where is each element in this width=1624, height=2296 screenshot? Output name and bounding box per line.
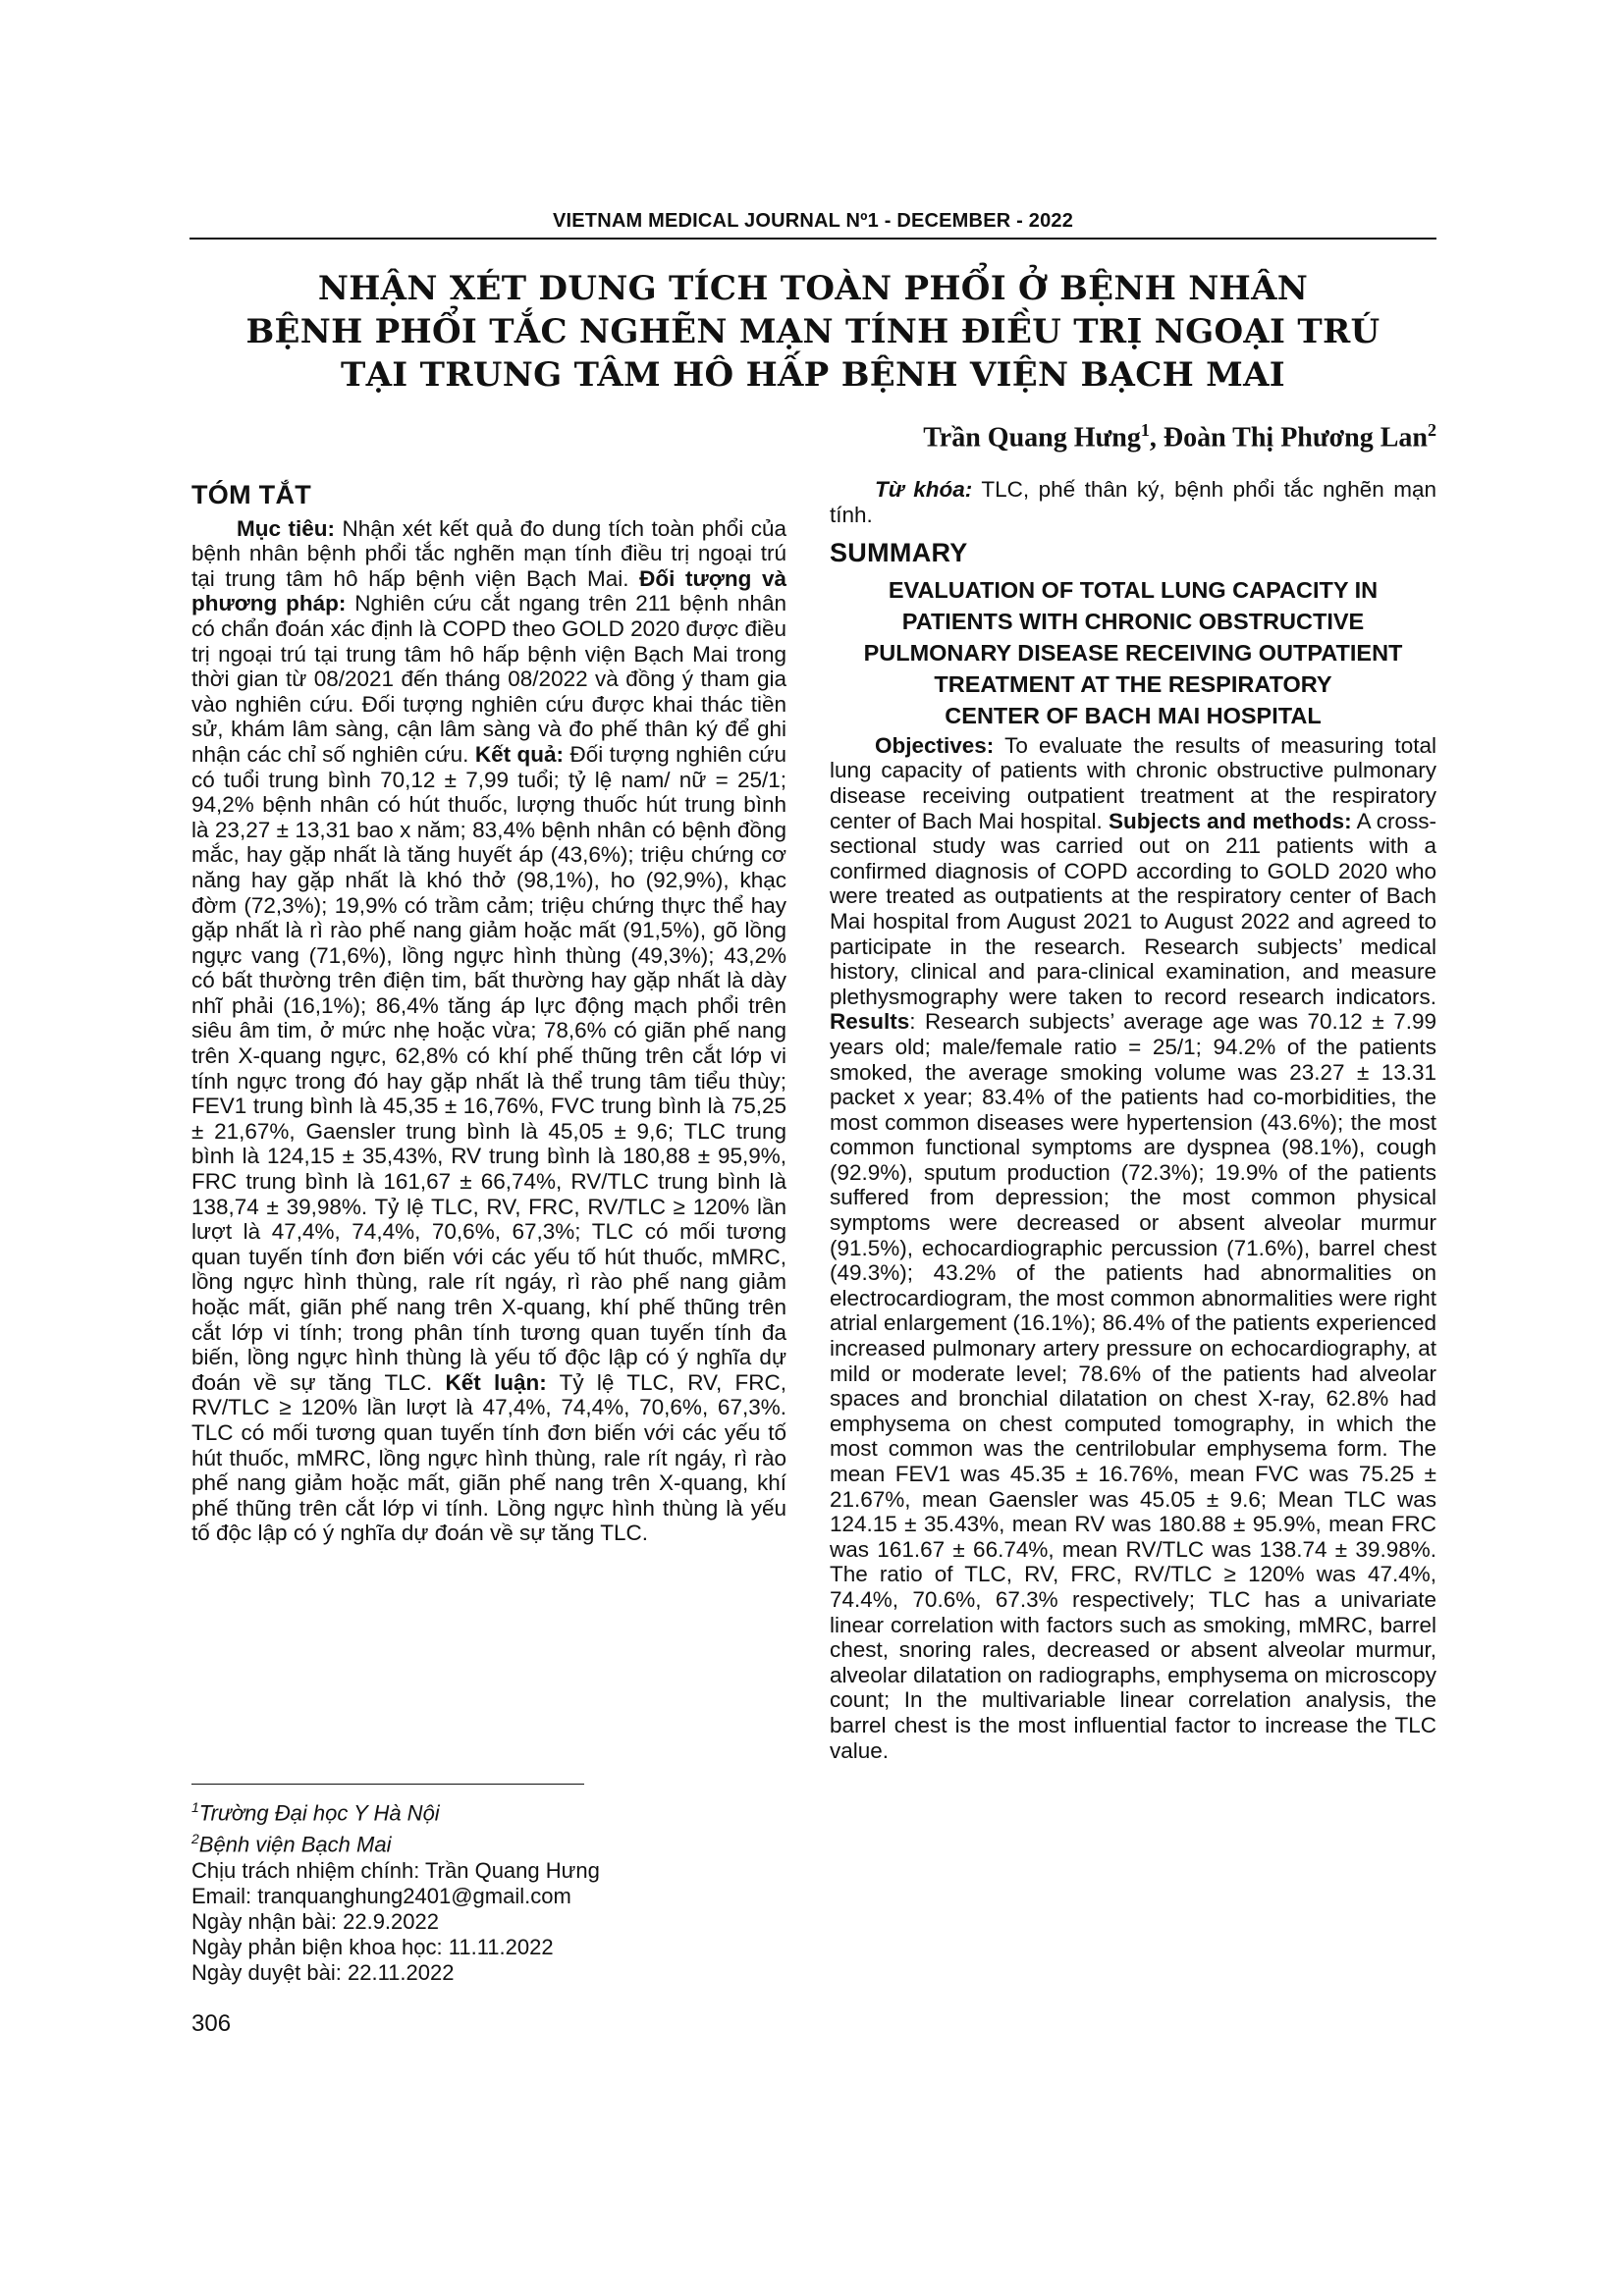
label-methods-en: Subjects and methods: [1109, 808, 1352, 833]
received-date: Ngày nhận bài: 22.9.2022 [191, 1908, 439, 1934]
author-separator: , [1149, 422, 1164, 454]
title-line: TẠI TRUNG TÂM HÔ HẤP BỆNH VIỆN BẠCH MAI [341, 355, 1285, 395]
text: : Research subjects’ average age was 70.12 ± 7.99 years old; male/female ratio = 25/1; 94.2% of the patients smoked, the average smoking volume was 23.27 ± 13.31 packet x year; 83.4% of the patients had co-morbidities, the most common diseases were hypertension (43.6%); the most common functional symptoms are dyspnea (98.1%), cough (92.9%), sputum production (72.3%); 19.9% of the patients suffered from depression; the most common physical symptoms were decreased or absent alveolar murmur (91.5%), echocardiographic percussion (71.6%), barrel chest (49.3%); 43.2% of the patients had abnormalities on electrocardiogram, the most common abnormalities were right atrial enlargement (16.1%); 86.4% of the patients experienced increased pulmonary artery pressure on echocardiography, at mild or moderate level; 78.6% of the patients had alveolar spaces and bronchial dilatation on chest X-ray, 62.8% had emphysema on chest computed tomography, in which the most common was the centrilobular emphysema form. The mean FEV1 was 45.35 ± 16.76%, mean FVC was 75.25 ± 21.67%, mean Gaensler was 45.05 ± 9.6; Mean TLC was 124.15 ± 35.43%, mean RV was 180.88 ± 95.9%, mean FRC was 161.67 ± 66.74%, mean RV/TLC was 138.74 ± 39.98%. The ratio of TLC, RV, FRC, RV/TLC ≥ 120% was 47.4%, 74.4%, 70.6%, 67.3% respectively; TLC has a univariate linear correlation with factors such as smoking, mMRC, barrel chest, snoring rales, decreased or absent alveolar murmur, alveolar dilatation on radiographs, emphysema on microscopy count; In the multivariable linear correlation analysis, the barrel chest is the most influential factor to increase the TLC value. [830, 1009, 1436, 1763]
text: Nghiên cứu cắt ngang trên 211 bệnh nhân có chẩn đoán xác định là COPD theo GOLD 2020 được điều trị ngoại trú tại trung tâm hô hấp bệnh viện Bạch Mai trong thời gian từ 08/2021 đến tháng 08/2022 và đồng ý tham gia vào nghiên cứu. Đối tượng nghiên cứu được khai thác tiền sử, khám lâm sàng, cận lâm sàng và đo phế thân ký để ghi nhận các chỉ số nghiên cứu. [191, 591, 786, 767]
vn-abstract-heading: TÓM TẮT [191, 480, 312, 509]
text: To evaluate the results of measuring total lung capacity of patients with chronic obstructive pulmonary disease receiving outpatient treatment at the respiratory center of Bach Mai hospital. [830, 732, 1436, 833]
footnotes [191, 1794, 786, 1986]
authors [687, 420, 1436, 454]
author-2-affiliation: 2 [1428, 420, 1436, 440]
author-2: Đoàn Thị Phương Lan [1163, 422, 1428, 454]
label-objectives-vn: Mục tiêu: [237, 515, 335, 541]
footnote-rule [191, 1784, 584, 1785]
label-results-vn: Kết quả: [474, 741, 565, 767]
keywords-label: Từ khóa: [875, 477, 973, 502]
right-column [830, 471, 1436, 1763]
label-results-en: Results [830, 1009, 910, 1035]
label-conclusion-vn: Kết luận: [445, 1369, 547, 1395]
english-title-line: PULMONARY DISEASE RECEIVING OUTPATIENT [863, 639, 1403, 666]
article-title [189, 267, 1436, 397]
responsible-author: Chịu trách nhiệm chính: Trần Quang Hưng [191, 1857, 600, 1883]
keywords [830, 477, 1436, 527]
left-column [191, 471, 786, 1546]
accepted-date: Ngày duyệt bài: 22.11.2022 [191, 1959, 455, 1985]
en-abstract-paragraph [830, 733, 1436, 1763]
text: A cross-sectional study was carried out on 211 patients with a confirmed diagnosis of COPD according to GOLD 2020 who were treated as outpatients at the respiratory center of Bach Mai hospital from August 2021 to August 2022 and agreed to participate in the research. Research subjects’ medical history, clinical and para-clinical examination, and measure plethysmography were taken to record research indicators. [830, 808, 1436, 1009]
affiliation-text: Bệnh viện Bạch Mai [198, 1832, 392, 1857]
affiliation-text: Trường Đại học Y Hà Nội [198, 1800, 440, 1826]
author-1-affiliation: 1 [1140, 420, 1150, 440]
page-number: 306 [191, 2010, 232, 2037]
author-1: Trần Quang Hưng [923, 422, 1141, 454]
english-title-line: TREATMENT AT THE RESPIRATORY [934, 670, 1332, 697]
keywords-text: TLC, phế thân ký, bệnh phổi tắc nghẽn mạn tính. [830, 477, 1436, 527]
text: Tỷ lệ TLC, RV, FRC, RV/TLC ≥ 120% lần lượt là 47,4%, 74,4%, 70,6%, 67,3%. TLC có mối tương quan tuyến tính đơn biến với các yếu tố hút thuốc, mMRC, lồng ngực hình thùng, rale rít ngáy, rì rào phế nang giảm hoặc mất, giãn phế nang trên X-quang, khí phế thũng trên cắt lớp vi tính. Lồng ngực hình thùng là yếu tố độc lập có ý nghĩa dự đoán về sự tăng TLC. [191, 1369, 786, 1546]
affiliation-1 [191, 1794, 786, 1826]
affiliation-number: 2 [191, 1831, 199, 1847]
english-title-line: CENTER OF BACH MAI HOSPITAL [945, 702, 1322, 728]
text: Đối tượng nghiên cứu có tuổi trung bình 70,12 ± 7,99 tuổi; tỷ lệ nam/ nữ = 25/1; 94,2% bệnh nhân có hút thuốc, lượng thuốc hút trung bình là 23,27 ± 13,31 bao x năm; 83,4% bệnh nhân có bệnh đồng mắc, hay gặp nhất là tăng huyết áp (43,6%); triệu chứng cơ năng hay gặp nhất là khó thở (98,1%), ho (92,9%), khạc đờm (72,3%); 19,9% có trầm cảm; triệu chứng thực thể hay gặp nhất là rì rào phế nang giảm hoặc mất (91,5%), gõ lồng ngực vang (71,6%), lồng ngực hình thùng (49,3%); 43,2% có bất thường trên điện tim, bất thường hay gặp nhất là dày nhĩ phải (16,1%); 86,4% tăng áp lực động mạch phổi trên siêu âm tim, ở mức nhẹ hoặc vừa; 78,6% có giãn phế nang trên X-quang ngực, 62,8% có khí phế thũng trên cắt lớp vi tính ngực trong đó hay gặp nhất là thể trung tâm tiểu thùy; FEV1 trung bình là 45,35 ± 16,76%, FVC trung bình là 75,25 ± 21,67%, Gaensler trung bình là 45,05 ± 9,6; TLC trung bình là 124,15 ± 35,43%, RV trung bình là 180,88 ± 95,9%, FRC trung bình là 161,67 ± 66,74%, RV/TLC trung bình là 138,74 ± 39,98%. Tỷ lệ TLC, RV, FRC, RV/TLC ≥ 120% lần lượt là 47,4%, 74,4%, 70,6%, 67,3%; TLC có mối tương quan tuyến tính đơn biến với các yếu tố hút thuốc, mMRC, lồng ngực hình thùng, rale rít ngáy, rì rào phế nang giảm hoặc mất, giãn phế nang trên X-quang, khí phế thũng trên cắt lớp vi tính; trong phân tính tương quan tuyến tính đa biến, lồng ngực hình thùng là yếu tố độc lập có ý nghĩa dự đoán về sự tăng TLC. [191, 741, 786, 1395]
text: Nhận xét kết quả đo dung tích toàn phổi của bệnh nhân bệnh phổi tắc nghẽn mạn tính điều trị ngoại trú tại trung tâm hô hấp bệnh viện Bạch Mai. [191, 515, 786, 591]
label-methods-vn: Đối tượng và phương pháp: [191, 565, 786, 616]
label-objectives-en: Objectives: [875, 732, 995, 758]
english-title [830, 574, 1436, 731]
vn-abstract-paragraph [191, 516, 786, 1546]
english-title-line: PATIENTS WITH CHRONIC OBSTRUCTIVE [901, 608, 1365, 634]
affiliation-number: 1 [191, 1799, 199, 1815]
email: Email: tranquanghung2401@gmail.com [191, 1883, 571, 1908]
title-line: BỆNH PHỔI TẮC NGHẼN MẠN TÍNH ĐIỀU TRỊ NGOẠI TRÚ [245, 312, 1380, 351]
summary-heading: SUMMARY [830, 538, 968, 568]
journal-header: VIETNAM MEDICAL JOURNAL Nº1 - DECEMBER - 2022 [552, 210, 1074, 232]
reviewed-date: Ngày phản biện khoa học: 11.11.2022 [191, 1934, 554, 1959]
title-line: NHẬN XÉT DUNG TÍCH TOÀN PHỔI Ở BỆNH NHÂN [317, 269, 1309, 308]
header-rule [189, 238, 1436, 240]
english-title-line: EVALUATION OF TOTAL LUNG CAPACITY IN [888, 576, 1379, 603]
affiliation-2 [191, 1826, 786, 1857]
